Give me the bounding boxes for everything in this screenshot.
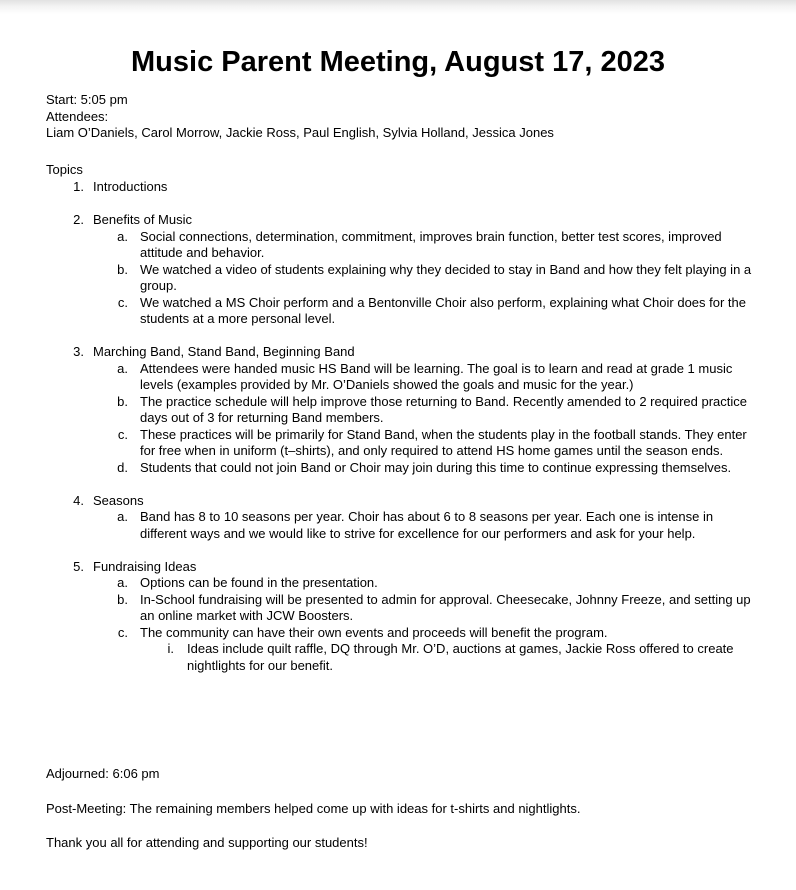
topic-number: 3.: [73, 344, 84, 359]
item-letter: c.: [117, 426, 128, 442]
topic-label: Fundraising Ideas: [93, 558, 197, 574]
item-text: Ideas include quilt raffle, DQ through Mr. O’D, auctions at games, Jackie Ross offered to create nightlights for our benefit.: [187, 641, 734, 673]
item-letter: a.: [117, 360, 128, 376]
start-time: Start: 5:05 pm: [46, 92, 128, 107]
list-item: [46, 592, 766, 625]
meeting-meta: [46, 92, 766, 142]
adjourned-time: Adjourned: 6:06 pm: [46, 766, 160, 781]
topic-label: Seasons: [93, 492, 144, 508]
attendees-list: Liam O’Daniels, Carol Morrow, Jackie Ross, Paul English, Sylvia Holland, Jessica Jones: [46, 125, 554, 140]
item-text: The practice schedule will help improve those returning to Band. Recently amended to 2 required practice days out of 3 for returning Band members.: [140, 393, 748, 425]
item-text: The community can have their own events and proceeds will benefit the program.: [140, 624, 608, 640]
item-text: We watched a MS Choir perform and a Bentonville Choir also perform, explaining what Choir does for the students at a more personal level.: [140, 294, 747, 326]
list-item: [46, 625, 766, 642]
post-meeting-note: Post-Meeting: The remaining members helped come up with ideas for t-shirts and nightlights.: [46, 801, 581, 816]
topic-marching-band: [46, 344, 766, 476]
topic-fundraising-ideas: [46, 559, 766, 675]
topic-number: 5.: [73, 558, 84, 574]
list-item: [46, 394, 766, 427]
item-text: We watched a video of students explaining why they decided to stay in Band and how they felt playing in a group.: [140, 261, 752, 293]
item-letter: d.: [117, 459, 128, 475]
item-letter: a.: [117, 509, 128, 524]
topic-label: Introductions: [93, 179, 168, 194]
topic-seasons: [46, 493, 766, 543]
item-text: Options can be found in the presentation.: [140, 575, 378, 590]
page-title: Music Parent Meeting, August 17, 2023: [131, 46, 665, 78]
item-text: Social connections, determination, commitment, improves brain function, better test scores, improved attitude and behavior.: [140, 228, 722, 260]
list-item: [46, 460, 766, 477]
item-text: In-School fundraising will be presented to admin for approval. Cheesecake, Johnny Freeze, and setting up an online market with JCW Boosters.: [140, 591, 751, 623]
item-text: Band has 8 to 10 seasons per year. Choir has about 6 to 8 seasons per year. Each one is intense in different ways and we would like to strive for excellence for our performers and ask for your help.: [140, 509, 714, 541]
list-item: [46, 295, 766, 328]
topic-number: 2.: [73, 212, 84, 227]
list-item: [46, 575, 766, 592]
topic-label: Benefits of Music: [93, 212, 192, 227]
item-text: Students that could not join Band or Choir may join during this time to continue expressing themselves.: [140, 459, 732, 475]
top-shadow: [0, 0, 796, 14]
item-letter: c.: [117, 624, 128, 640]
item-letter: a.: [117, 228, 128, 244]
topic-number: 4.: [73, 492, 84, 508]
item-text: These practices will be primarily for Stand Band, when the students play in the football stands. They enter for free when in uniform (t–shirts), and only required to attend HS home games until the season ends.: [140, 426, 747, 458]
item-letter: c.: [117, 294, 128, 310]
list-item: [46, 509, 766, 542]
item-letter: a.: [117, 575, 128, 590]
topic-introductions: [46, 179, 766, 196]
thank-you-note: Thank you all for attending and supporting our students!: [46, 835, 368, 850]
item-letter: b.: [117, 261, 128, 277]
topics-heading: Topics: [46, 162, 83, 177]
topic-label: Marching Band, Stand Band, Beginning Band: [93, 344, 355, 359]
item-letter: b.: [117, 393, 128, 409]
topic-number: 1.: [73, 179, 84, 194]
attendees-label: Attendees:: [46, 108, 109, 124]
nested-list-item: [46, 641, 766, 674]
list-item: [46, 229, 766, 262]
topics-list: [46, 179, 766, 674]
item-roman-numeral: i.: [167, 641, 174, 656]
list-item: [46, 361, 766, 394]
list-item: [46, 427, 766, 460]
item-letter: b.: [117, 591, 128, 607]
item-text: Attendees were handed music HS Band will be learning. The goal is to learn and read at grade 1 music levels (examples provided by Mr. O’Daniels showed the goals and music for the year.): [140, 360, 733, 392]
topic-benefits-of-music: [46, 212, 766, 328]
list-item: [46, 262, 766, 295]
